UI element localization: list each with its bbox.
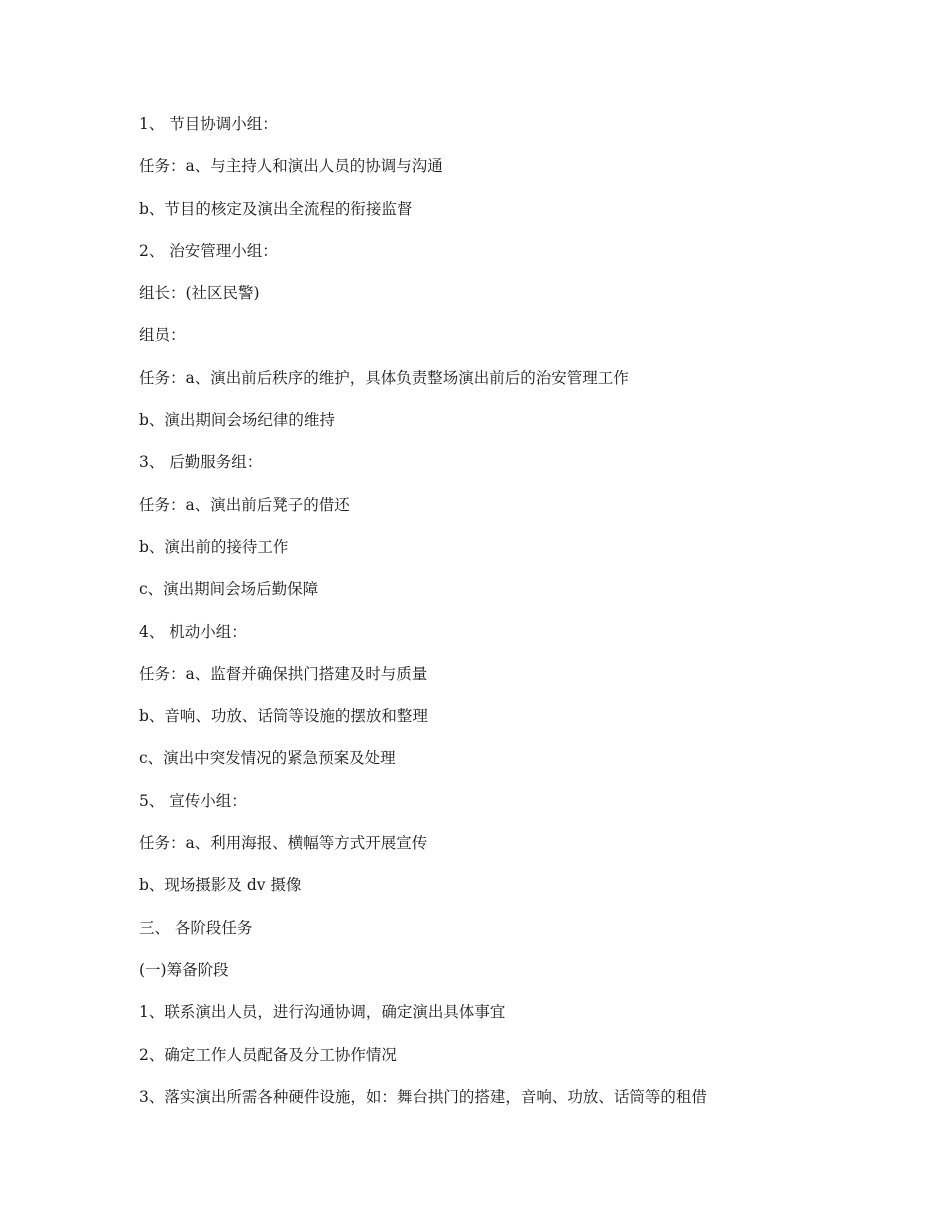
text-line: 4、 机动小组： — [139, 622, 247, 641]
text-line: b、现场摄影及 dv 摄像 — [139, 876, 302, 895]
text-line: 任务：a、监督并确保拱门搭建及时与质量 — [139, 664, 428, 683]
text-line: 1、联系演出人员，进行沟通协调，确定演出具体事宜 — [139, 1003, 506, 1022]
text-line: 3、 后勤服务组： — [139, 453, 263, 472]
text-line: 任务：a、演出前后凳子的借还 — [139, 495, 350, 514]
text-line: b、节目的核定及演出全流程的衔接监督 — [139, 199, 413, 218]
text-line: 三、 各阶段任务 — [139, 918, 253, 937]
document-body — [139, 113, 919, 1128]
text-line: 任务：a、与主持人和演出人员的协调与沟通 — [139, 157, 443, 176]
text-line: 组长：(社区民警) — [139, 284, 260, 303]
text-line: 组员： — [139, 326, 186, 345]
text-line: 任务：a、利用海报、横幅等方式开展宣传 — [139, 834, 428, 853]
text-line: 1、 节目协调小组： — [139, 115, 278, 133]
text-line: 2、确定工作人员配备及分工协作情况 — [139, 1045, 397, 1064]
text-line: c、演出中突发情况的紧急预案及处理 — [139, 749, 396, 768]
text-line: 2、 治安管理小组： — [139, 241, 278, 260]
text-line: b、音响、功放、话筒等设施的摆放和整理 — [139, 707, 428, 726]
text-line: 5、 宣传小组： — [139, 791, 247, 810]
text-line: b、演出前的接待工作 — [139, 537, 289, 556]
text-line: 任务：a、演出前后秩序的维护，具体负责整场演出前后的治安管理工作 — [139, 368, 629, 387]
text-line: b、演出期间会场纪律的维持 — [139, 411, 335, 430]
text-line: c、演出期间会场后勤保障 — [139, 580, 319, 599]
text-line: 3、落实演出所需各种硬件设施，如：舞台拱门的搭建，音响、功放、话筒等的租借 — [139, 1087, 707, 1106]
text-line: (一)筹备阶段 — [139, 960, 229, 979]
